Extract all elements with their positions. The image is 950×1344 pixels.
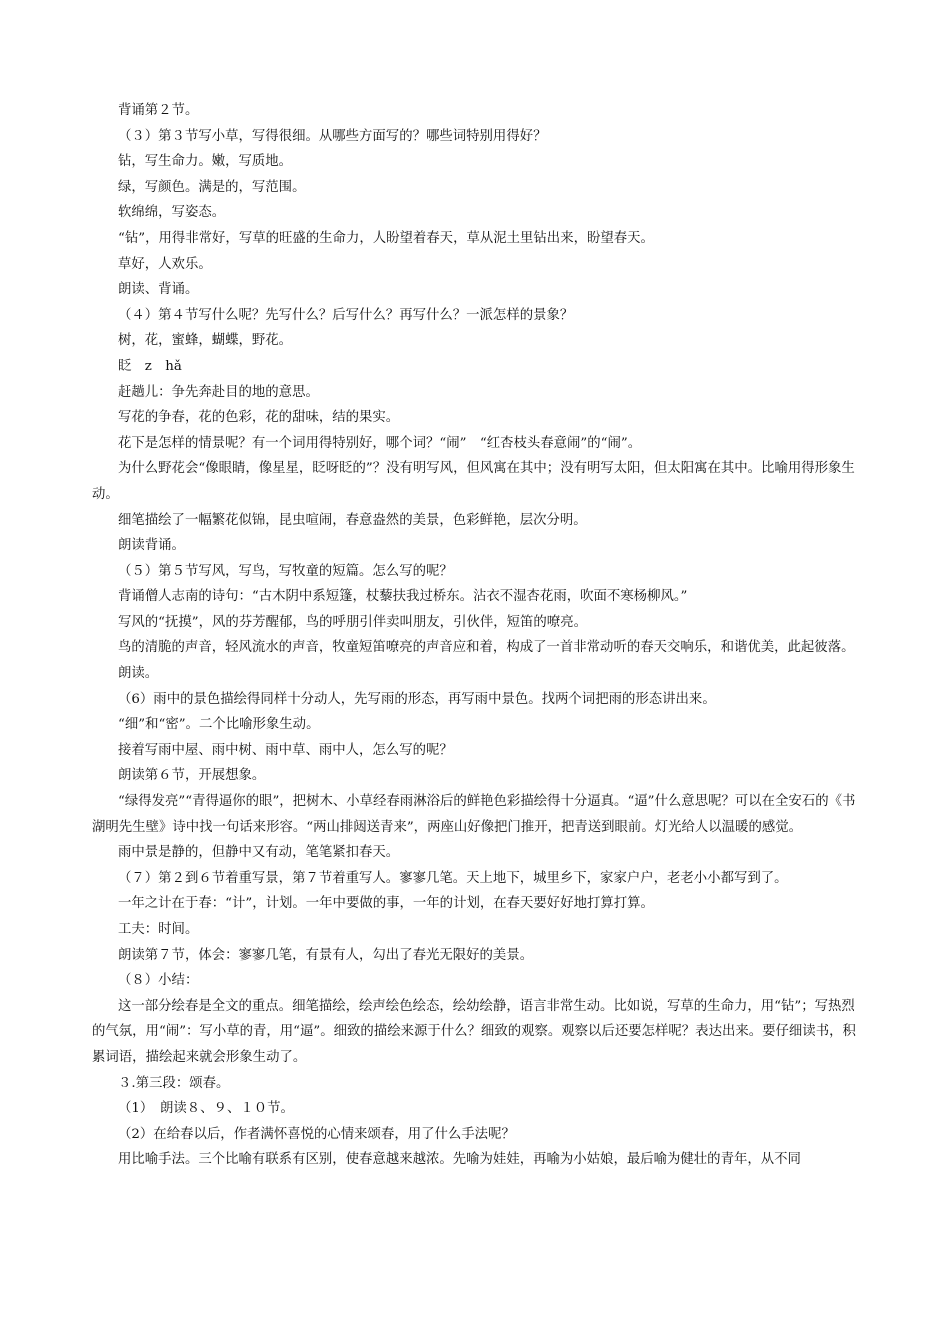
text-line: 雨中景是静的，但静中又有动，笔笔紧扣春天。: [118, 845, 400, 861]
text-line: 眨 z hǎ: [118, 358, 182, 374]
text-line: 软绵绵，写姿态。: [118, 205, 226, 221]
text-paragraph: “绿得发亮”“青得逼你的眼”，把树木、小草经春雨淋浴后的鲜艳色彩描绘得十分逼真。“逼”什么意思呢？可以在全安石的《书湖明先生壁》诗中找一句话来形容。“两山排闼送青来”，两座山好像把门推开，把青送到眼前。灯光给人以温暖的感觉。: [92, 794, 856, 835]
text-line: 写风的“抚摸”，风的芬芳醒郁，鸟的呼朋引伴卖叫朋友，引伙伴，短笛的嘹亮。: [118, 614, 587, 630]
text-line: 写花的争春，花的色彩，花的甜味，结的果实。: [118, 410, 400, 426]
text-line: （３）第３节写小草，写得很细。从哪些方面写的？哪些词特别用得好？: [118, 128, 547, 144]
text-line: 工夫：时间。: [118, 922, 199, 937]
text-line: （７）第２到６节着重写景，第７节着重写人。寥寥几笔。天上地下，城里乡下，家家户户，老老小小都写到了。: [118, 870, 788, 886]
text-paragraph: 为什么野花会“像眼睛，像星星，眨呀眨的”？没有明写风，但风寓在其中；没有明写太阳，但太阳寓在其中。比喻用得形象生动。: [92, 461, 855, 502]
text-line: 细笔描绘了一幅繁花似锦，昆虫喧闹，春意盎然的美景，色彩鲜艳，层次分明。: [118, 512, 587, 528]
text-line: 背诵僧人志南的诗句：“古木阴中系短篷，杖藜扶我过桥东。沾衣不湿杏花雨，吹面不寒杨柳风。”: [118, 589, 688, 605]
text-line: 钻，写生命力。嫩，写质地。: [118, 154, 293, 170]
text-line: 树，花，蜜蜂，蝴蝶，野花。: [118, 333, 293, 349]
text-line: （1） 朗读８、９、１０节。: [118, 1101, 294, 1117]
text-paragraph: 鸟的清脆的声音，轻风流水的声音，牧童短笛嘹亮的声音应和着，构成了一首非常动听的春天交响乐，和谐优美，此起彼落。: [118, 640, 855, 656]
text-line: 朗读、背诵。: [118, 282, 199, 298]
text-line: 朗读第６节，开展想象。: [118, 768, 266, 784]
text-line: “钻”，用得非常好，写草的旺盛的生命力，人盼望着春天，草从泥土里钻出来，盼望春天。: [118, 230, 654, 246]
text-line: （2）在给春以后，作者满怀喜悦的心情来颂春，用了什么手法呢？: [118, 1126, 515, 1142]
text-line: 朗读第７节，体会：寥寥几笔，有景有人，勾出了春光无限好的美景。: [118, 947, 534, 963]
text-line: 朗读。: [118, 666, 159, 682]
text-line: （6）雨中的景色描绘得同样十分动人，先写雨的形态，再写雨中景色。找两个词把雨的形态讲出来。: [118, 691, 716, 707]
text-line: “细”和“密”。二个比喻形象生动。: [118, 717, 320, 733]
text-line: （５）第５节写风，写鸟，写牧童的短篇。怎么写的呢？: [118, 563, 453, 579]
text-line: 绿，写颜色。满是的，写范围。: [118, 179, 306, 195]
text-line: 赶趟儿：争先奔赴目的地的意思。: [118, 384, 319, 400]
text-line: 接着写雨中屋、雨中树、雨中草、雨中人，怎么写的呢？: [118, 742, 453, 758]
text-line: 一年之计在于春：“计”，计划。一年中要做的事，一年的计划，在春天要好好地打算打算。: [118, 896, 654, 912]
text-line: 背诵第２节。: [118, 103, 199, 118]
text-line: 花下是怎样的情景呢？有一个词用得特别好，哪个词？“闹” “红杏枝头春意闹”的“闹”。: [118, 435, 642, 451]
text-line: ３.第三段：颂春。: [118, 1075, 230, 1091]
text-line: （８）小结：: [118, 973, 199, 989]
text-paragraph: 这一部分绘春是全文的重点。细笔描绘，绘声绘色绘态，绘幼绘静，语言非常生动。比如说，写草的生命力，用“钻”；写热烈的气氛，用“闹”：写小草的青，用“逼”。细致的描绘来源于什么？细致的观察。观察以后还要怎样呢？表达出来。要仔细读书，积累词语，描绘起来就会形象生动了。: [92, 998, 856, 1065]
text-line: 用比喻手法。三个比喻有联系有区别，使春意越来越浓。先喻为娃娃，再喻为小姑娘，最后喻为健壮的青年，从不同: [118, 1152, 801, 1168]
text-line: 朗读背诵。: [118, 538, 185, 554]
text-line: 草好，人欢乐。: [118, 256, 212, 272]
text-line: （４）第４节写什么呢？先写什么？后写什么？再写什么？一派怎样的景象？: [118, 307, 574, 323]
